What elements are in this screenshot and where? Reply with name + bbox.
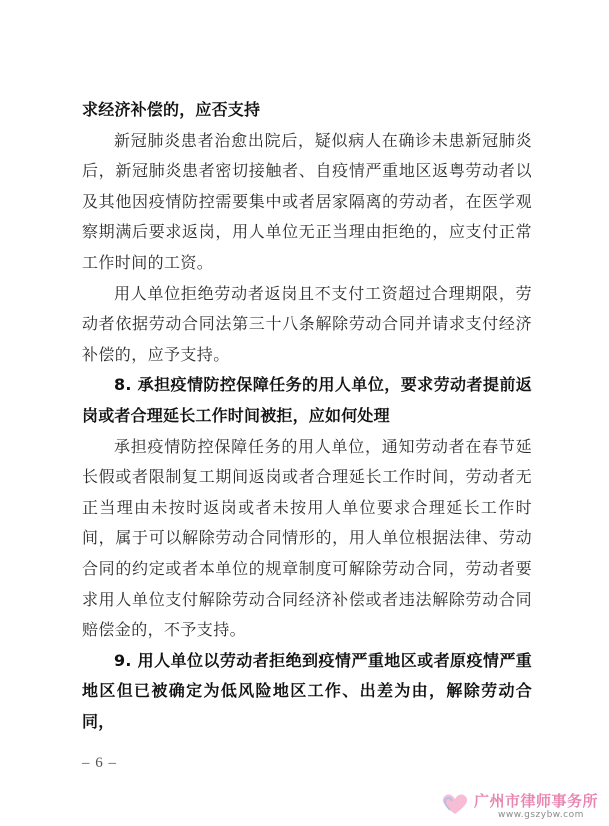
watermark-site-name: 广州市律师事务所: [474, 792, 599, 810]
site-watermark: [440, 790, 600, 824]
page-number: – 6 –: [82, 755, 117, 771]
heading-item-9: 9. 用人单位以劳动者拒绝到疫情严重地区或者原疫情严重地区但已被确定为低风险地区工作、出差为由，解除劳动合同，: [82, 650, 532, 731]
heading-item-8: 8. 承担疫情防控保障任务的用人单位，要求劳动者提前返岗或者合理延长工作时间被拒，应如何处理: [82, 375, 532, 425]
body-paragraph-epidemic-guarantee: 承担疫情防控保障任务的用人单位，通知劳动者在春节延长假或者限制复工期间返岗或者合理延长工作时间，劳动者无正当理由未按时返岗或者未按用人单位要求合理延长工作时间，属于可以解除劳动合同情形的，用人单位根据法律、劳动合同的约定或者本单位的规章制度可解除劳动合同，劳动者要求用人单位支付解除劳动合同经济补偿或者违法解除劳动合同赔偿金的，不予支持。: [82, 436, 532, 640]
watermark-url: www.gszybw.com: [498, 810, 584, 820]
heading-tail: 求经济补偿的，应否支持: [82, 100, 261, 119]
document-body: [82, 95, 532, 737]
heart-logo-icon: [440, 792, 470, 816]
body-paragraph-return-to-work: 新冠肺炎患者治愈出院后，疑似病人在确诊未患新冠肺炎后，新冠肺炎患者密切接触者、自疫情严重地区返粤劳动者以及其他因疫情防控需要集中或者居家隔离的劳动者，在医学观察期满后要求返岗，用人单位无正当理由拒绝的，应支付正常工作时间的工资。: [82, 130, 532, 272]
body-paragraph-refusal-compensation: 用人单位拒绝劳动者返岗且不支付工资超过合理期限，劳动者依据劳动合同法第三十八条解除劳动合同并请求支付经济补偿的，应予支持。: [82, 283, 532, 364]
